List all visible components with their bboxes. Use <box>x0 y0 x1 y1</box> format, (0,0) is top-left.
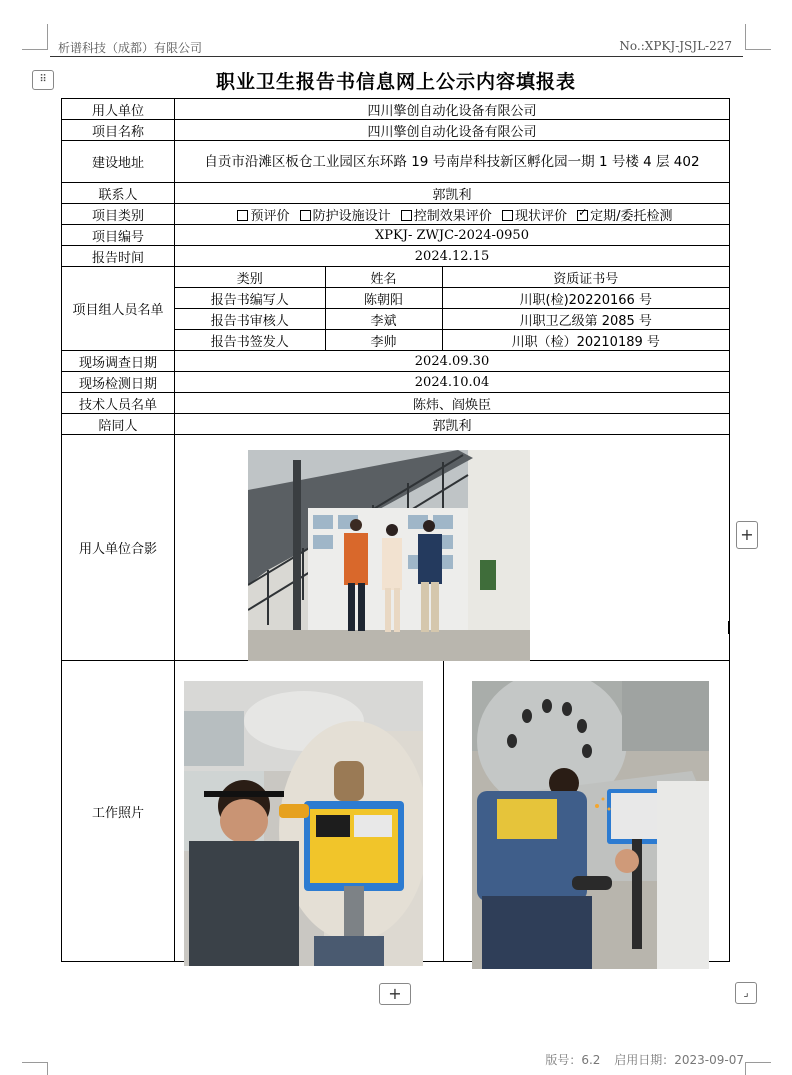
option-periodic-testing[interactable]: ✓ 定期/委托检测 <box>571 209 672 224</box>
address-value: 自贡市沿滩区板仓工业园区东环路 19 号南岸科技新区孵化园一期 1 号楼 4 层 402 <box>175 141 730 183</box>
member-role: 报告书审核人 <box>175 309 325 330</box>
team-cell <box>175 267 730 351</box>
option-control-effect[interactable]: 控制效果评价 <box>395 209 492 224</box>
member-name: 李帅 <box>325 330 442 351</box>
footer-version: 版号：6.2 <box>545 1053 601 1067</box>
group-photo <box>248 450 530 661</box>
team-header-name: 姓名 <box>325 267 442 288</box>
page-title: 职业卫生报告书信息网上公示内容填报表 <box>215 71 576 93</box>
contact-label: 联系人 <box>62 183 175 204</box>
escort-value: 郭凯利 <box>175 414 730 435</box>
member-role: 报告书编写人 <box>175 288 325 309</box>
checkbox-icon[interactable] <box>237 210 248 221</box>
project-no-label: 项目编号 <box>62 225 175 246</box>
member-cert: 川职卫乙级第 2085 号 <box>442 309 729 330</box>
checkbox-icon[interactable] <box>401 210 412 221</box>
member-cert: 川职(检)20220166 号 <box>442 288 729 309</box>
team-label: 项目组人员名单 <box>62 267 175 351</box>
work-photo-label: 工作照片 <box>62 661 175 962</box>
employer-label: 用人单位 <box>62 99 175 120</box>
group-photo-label: 用人单位合影 <box>62 435 175 661</box>
project-type-label: 项目类别 <box>62 204 175 225</box>
employer-value: 四川擎创自动化设备有限公司 <box>175 99 730 120</box>
option-protection-design[interactable]: 防护设施设计 <box>294 209 391 224</box>
member-cert: 川职（检）20210189 号 <box>442 330 729 351</box>
add-row-bottom-button[interactable] <box>379 983 411 1005</box>
move-handle-icon[interactable]: ⠿ <box>32 70 54 90</box>
checkbox-icon[interactable] <box>300 210 311 221</box>
team-header-cert: 资质证书号 <box>442 267 729 288</box>
member-name: 李斌 <box>325 309 442 330</box>
team-header-role: 类别 <box>175 267 325 288</box>
team-table <box>175 267 729 350</box>
table-row <box>175 330 729 351</box>
option-status-evaluation[interactable]: 现状评价 <box>496 209 567 224</box>
header-company: 析谱科技（成都）有限公司 <box>58 41 203 55</box>
crop-mark <box>745 1062 746 1075</box>
add-row-right-button[interactable] <box>736 521 758 549</box>
project-no-value: XPKJ- ZWJC-2024-0950 <box>175 225 730 246</box>
table-row <box>175 309 729 330</box>
plus-icon: + <box>388 984 402 1003</box>
escort-label: 陪同人 <box>62 414 175 435</box>
checkbox-icon[interactable] <box>502 210 513 221</box>
address-label: 建设地址 <box>62 141 175 183</box>
text-cursor <box>728 621 730 634</box>
test-date-label: 现场检测日期 <box>62 372 175 393</box>
test-date-value: 2024.10.04 <box>175 372 730 393</box>
report-date-value: 2024.12.15 <box>175 246 730 267</box>
project-name-label: 项目名称 <box>62 120 175 141</box>
expand-icon: ⌟ <box>743 986 749 999</box>
project-name-value: 四川擎创自动化设备有限公司 <box>175 120 730 141</box>
crop-mark <box>22 49 48 50</box>
option-pre-evaluation[interactable]: 预评价 <box>231 209 289 224</box>
footer-effective-date: 启用日期：2023-09-07 <box>614 1053 744 1067</box>
contact-value: 郭凯利 <box>175 183 730 204</box>
crop-mark <box>22 1062 48 1063</box>
checkbox-checked-icon[interactable] <box>577 210 588 221</box>
crop-mark <box>745 49 771 50</box>
page-footer <box>535 1051 744 1068</box>
header-rule <box>50 56 743 57</box>
technicians-label: 技术人员名单 <box>62 393 175 414</box>
survey-date-label: 现场调查日期 <box>62 351 175 372</box>
expand-table-button[interactable] <box>735 982 757 1004</box>
crop-mark <box>47 24 48 50</box>
table-row <box>175 288 729 309</box>
technicians-value: 陈炜、阎焕臣 <box>175 393 730 414</box>
plus-icon: + <box>740 525 754 544</box>
project-type-options <box>175 204 730 225</box>
header-doc-number: No.:XPKJ-JSJL-227 <box>619 39 732 53</box>
work-photo-2 <box>472 681 709 969</box>
work-photo-1 <box>184 681 423 966</box>
crop-mark <box>745 1062 771 1063</box>
survey-date-value: 2024.09.30 <box>175 351 730 372</box>
crop-mark <box>745 24 746 50</box>
crop-mark <box>47 1062 48 1075</box>
report-date-label: 报告时间 <box>62 246 175 267</box>
member-name: 陈朝阳 <box>325 288 442 309</box>
member-role: 报告书签发人 <box>175 330 325 351</box>
